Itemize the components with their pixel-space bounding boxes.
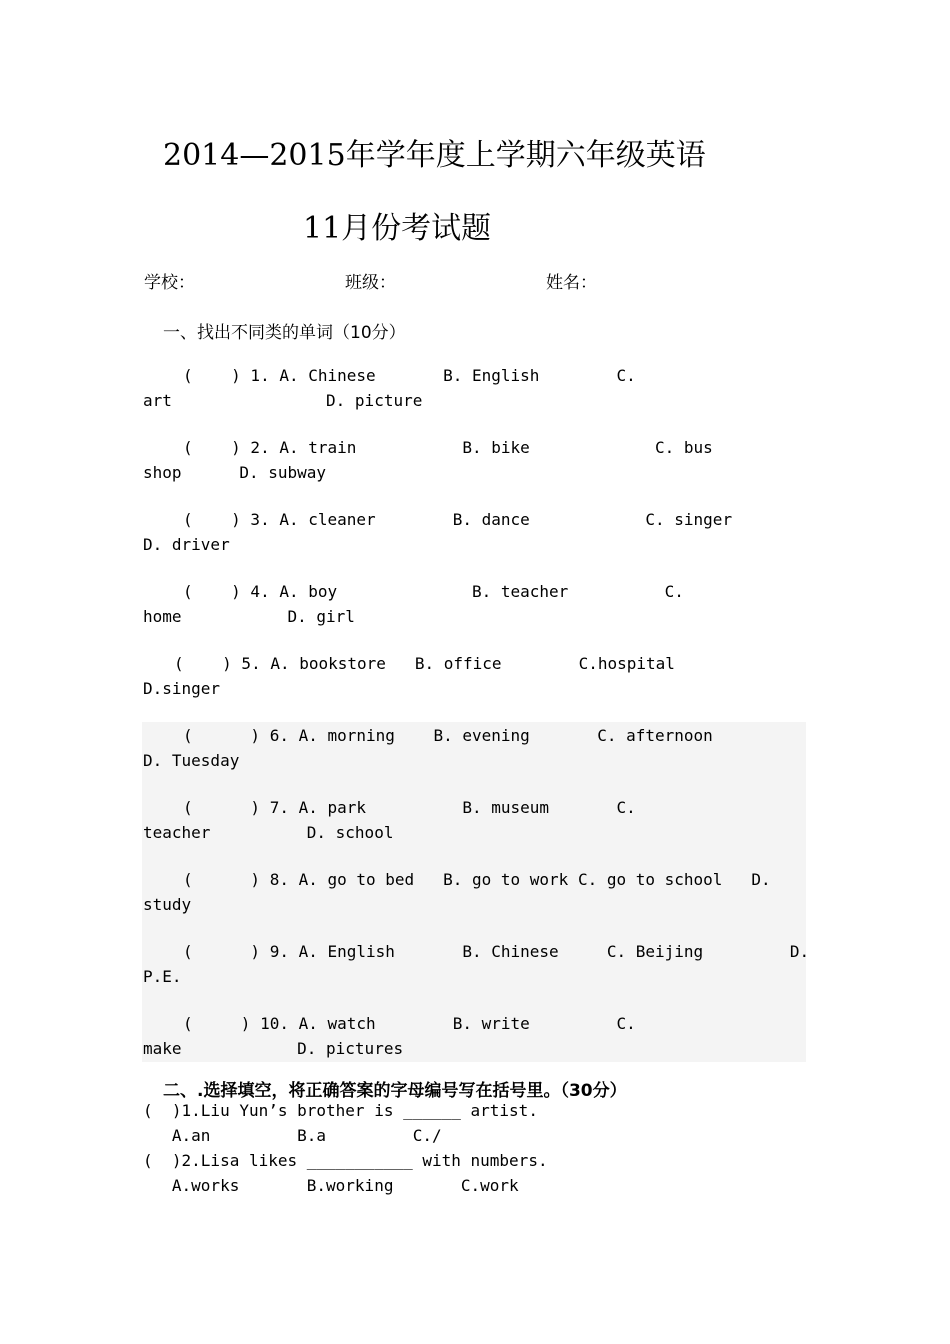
- mc-question-2-options: A.works B.working C.work: [143, 1176, 519, 1195]
- section2-heading: 二、.选择填空，将正确答案的字母编号写在括号里。（30分）: [163, 1081, 627, 1101]
- question-2-line2: shop D. subway: [143, 463, 327, 482]
- mc-question-2-stem: ( )2.Lisa likes ___________ with numbers.: [143, 1151, 548, 1170]
- question-3-line2: D. driver: [143, 535, 230, 554]
- mc-question-1-stem: ( )1.Liu Yun’s brother is ______ artist.: [143, 1101, 538, 1120]
- question-6-line2: D. Tuesday: [143, 751, 240, 770]
- question-8-line1: ( ) 8. A. go to bed B. go to work C. go to school D.: [183, 870, 771, 889]
- question-5-line1: ( ) 5. A. bookstore B. office C.hospital: [174, 654, 675, 673]
- name-label: 姓名：: [546, 273, 597, 293]
- question-10-line2: make D. pictures: [143, 1039, 404, 1058]
- question-7-line2: teacher D. school: [143, 823, 394, 842]
- question-6-line1: ( ) 6. A. morning B. evening C. afternoon: [183, 726, 713, 745]
- question-8-line2: study: [143, 895, 192, 914]
- mc-question-1-options: A.an B.a C./: [143, 1126, 442, 1145]
- question-1-line2: art D. picture: [143, 391, 423, 410]
- class-label: 班级：: [345, 273, 396, 293]
- question-4-line2: home D. girl: [143, 607, 355, 626]
- question-10-line1: ( ) 10. A. watch B. write C.: [183, 1014, 636, 1033]
- section1-heading: 一、找出不同类的单词（10分）: [163, 323, 406, 343]
- question-5-line2: D.singer: [143, 679, 221, 698]
- exam-title-line1: 2014—2015年学年度上学期六年级英语: [163, 138, 706, 173]
- school-label: 学校：: [144, 273, 195, 293]
- question-7-line1: ( ) 7. A. park B. museum C.: [183, 798, 636, 817]
- question-9-line1: ( ) 9. A. English B. Chinese C. Beijing D.: [183, 942, 810, 961]
- question-2-line1: ( ) 2. A. train B. bike C. bus: [183, 438, 713, 457]
- question-3-line1: ( ) 3. A. cleaner B. dance C. singer: [183, 510, 733, 529]
- shaded-region: [142, 722, 806, 1062]
- exam-title-line2: 11月份考试题: [303, 211, 492, 246]
- question-4-line1: ( ) 4. A. boy B. teacher C.: [183, 582, 684, 601]
- question-9-line2: P.E.: [143, 967, 182, 986]
- question-1-line1: ( ) 1. A. Chinese B. English C.: [183, 366, 636, 385]
